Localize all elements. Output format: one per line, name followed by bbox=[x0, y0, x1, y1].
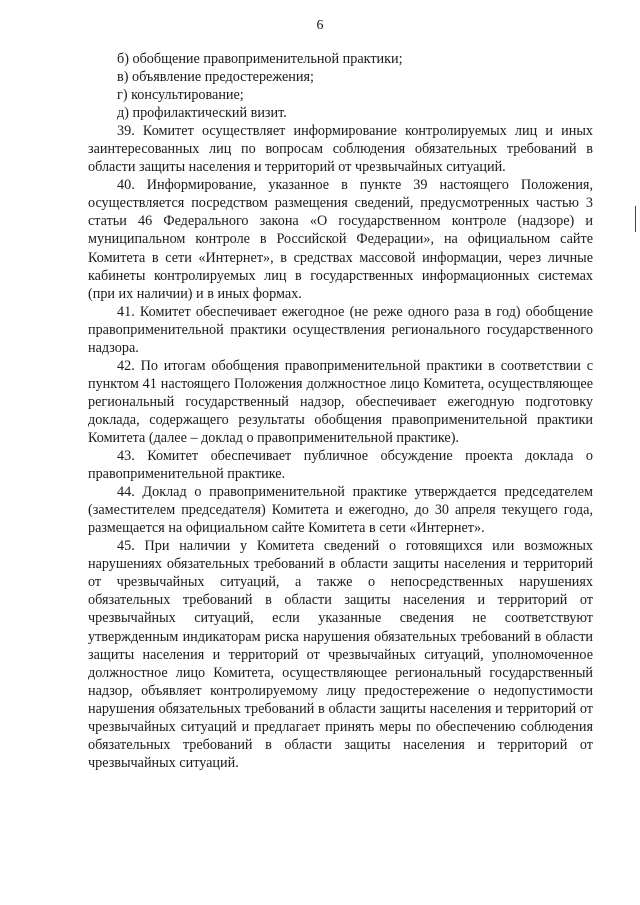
page-number: 6 bbox=[316, 18, 324, 33]
document-body bbox=[88, 50, 593, 772]
paragraph-43: 43. Комитет обеспечивает публичное обсуждение проекта доклада о правоприменительной практике. bbox=[88, 448, 593, 483]
list-item-d: д) профилактический визит. bbox=[117, 105, 287, 122]
paragraph-41: 41. Комитет обеспечивает ежегодное (не реже одного раза в год) обобщение правоприменительной практики осуществления регионального государственного надзора. bbox=[88, 303, 593, 356]
paragraph-39: 39. Комитет осуществляет информирование контролируемых лиц и иных заинтересованных лиц по вопросам соблюдения обязательных требований в области защиты населения и территорий от чрезвычайных ситуаций. bbox=[88, 123, 593, 176]
list-item-g: г) консультирование; bbox=[117, 87, 244, 104]
paragraph-42: 42. По итогам обобщения правоприменительной практики в соответствии с пунктом 41 настоящего Положения должностное лицо Комитета, осуществляющее региональный государственный надзор, обеспечивает ежегодную подготовку доклада, содержащего результаты обобщения правоприменительной практики Комитета (далее – доклад о правоприменительной практике). bbox=[88, 357, 593, 446]
list-item-b: б) обобщение правоприменительной практики; bbox=[117, 51, 403, 67]
paragraph-44: 44. Доклад о правоприменительной практике утверждается председателем (заместителем председателя) Комитета и ежегодно, до 30 апреля текущего года, размещается на официальном сайте Комитета в сети «Интернет». bbox=[88, 484, 593, 537]
paragraph-45: 45. При наличии у Комитета сведений о готовящихся или возможных нарушениях обязательных требований в области защиты населения и территорий от чрезвычайных ситуаций, а также о непосредственных нарушениях обязательных требований в области защиты населения и территорий от чрезвычайных ситуаций, если указанные сведения не соответствуют утвержденным индикаторам риска нарушения обязательных требований в области защиты населения и территорий от чрезвычайных ситуаций, уполномоченное должностное лицо Комитета, осуществляющее региональный государственный надзор, объявляет контролируемому лицу предостережение о недопустимости нарушения обязательных требований в области защиты населения и территорий от чрезвычайных ситуаций и предлагает принять меры по обеспечению соблюдения обязательных требований в области защиты населения и территорий от чрезвычайных ситуаций. bbox=[88, 538, 593, 771]
paragraph-40: 40. Информирование, указанное в пункте 39 настоящего Положения, осуществляется посредством размещения сведений, предусмотренных частью 3 статьи 46 Федерального закона «О государственном контроле (надзоре) и муниципальном контроле в Российской Федерации», на официальном сайте Комитета в сети «Интернет», в средствах массовой информации, через личные кабинеты контролируемых лиц в государственных информационных системах (при их наличии) и в иных формах. bbox=[88, 177, 593, 302]
margin-mark bbox=[635, 206, 636, 232]
list-item-v: в) объявление предостережения; bbox=[117, 69, 314, 86]
